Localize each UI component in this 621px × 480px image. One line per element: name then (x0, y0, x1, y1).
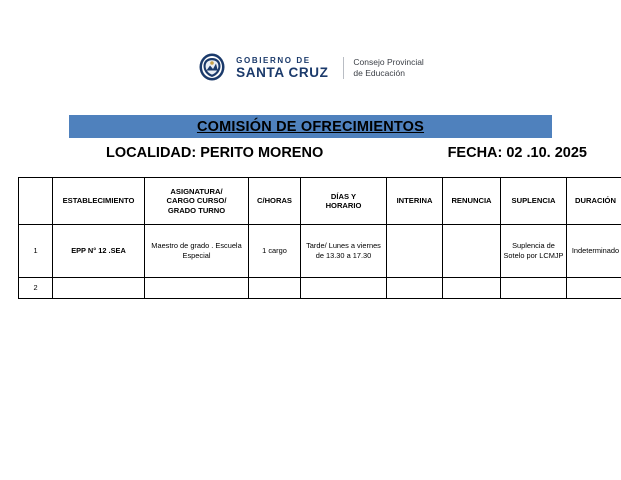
locality-label: LOCALIDAD: PERITO MORENO (106, 145, 324, 161)
cell-suplencia: Suplencia de Sotelo por LCMJP (501, 225, 567, 278)
date-label: FECHA: 02 .10. 2025 (447, 145, 587, 161)
dias-line-2: HORARIO (325, 201, 362, 210)
dias-line-1: DÍAS Y (330, 191, 357, 201)
cell-establecimiento: EPP N° 12 .SEA (53, 225, 145, 278)
cell-asignatura (145, 278, 249, 299)
cell-index: 2 (19, 278, 53, 299)
column-header-establecimiento: ESTABLECIMIENTO (53, 178, 145, 225)
document-title-bar (69, 115, 552, 138)
column-header-choras: C/HORAS (249, 178, 301, 225)
cell-dias-horario: Tarde/ Lunes a viernes de 13.30 a 17.30 (301, 225, 387, 278)
consejo-provincial-label (343, 57, 423, 78)
gobierno-label: GOBIERNO DE (236, 55, 311, 65)
santa-cruz-coat-of-arms-icon (197, 52, 227, 84)
government-wordmark (236, 57, 328, 80)
page-title: COMISIÓN DE OFRECIMIENTOS (196, 118, 425, 135)
consejo-line-1: Consejo Provincial (353, 57, 424, 68)
column-header-interina: INTERINA (387, 178, 443, 225)
cell-suplencia (501, 278, 567, 299)
cell-index: 1 (19, 225, 53, 278)
asignatura-line-1: ASIGNATURA/ (170, 186, 223, 196)
column-header-asignatura (145, 178, 249, 225)
asignatura-line-3: GRADO TURNO (167, 205, 226, 215)
column-header-suplencia: SUPLENCIA (501, 178, 567, 225)
cell-dias-horario (301, 278, 387, 299)
cell-duracion (567, 278, 621, 299)
provincia-label: SANTA CRUZ (236, 64, 329, 80)
cell-duracion: Indeterminado (567, 225, 621, 278)
column-header-duracion: DURACIÓN (567, 178, 621, 225)
cell-interina (387, 225, 443, 278)
cell-renuncia (443, 225, 501, 278)
table-row (19, 278, 621, 299)
locality-date-row (69, 145, 589, 161)
column-header-dias-horario (301, 178, 387, 225)
cell-renuncia (443, 278, 501, 299)
offers-table (18, 177, 621, 299)
table-header-row (19, 178, 621, 225)
document-header (0, 52, 621, 84)
asignatura-line-2: CARGO CURSO/ (166, 196, 227, 206)
cell-interina (387, 278, 443, 299)
cell-asignatura: Maestro de grado . Escuela Especial (145, 225, 249, 278)
consejo-line-2: de Educación (353, 68, 405, 78)
cell-establecimiento (53, 278, 145, 299)
cell-choras: 1 cargo (249, 225, 301, 278)
table-row (19, 225, 621, 278)
cell-choras (249, 278, 301, 299)
column-header-index (19, 178, 53, 225)
column-header-renuncia: RENUNCIA (443, 178, 501, 225)
